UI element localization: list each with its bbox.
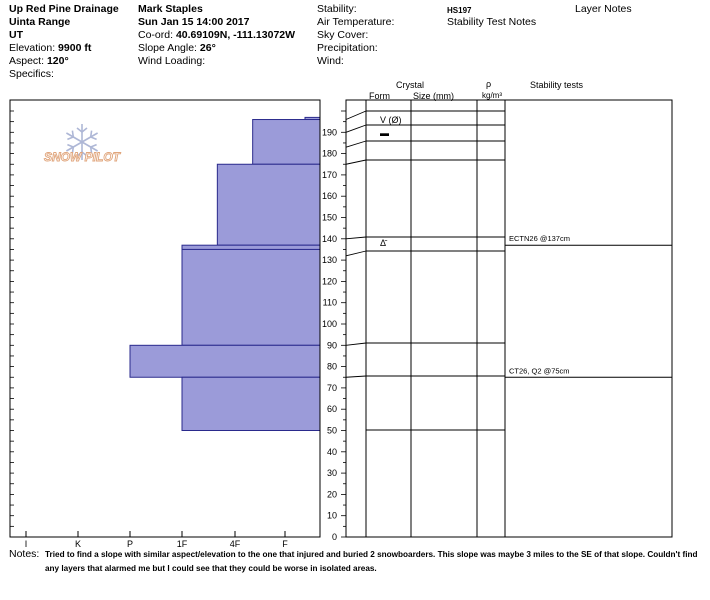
- depth-label-80: 80: [326, 361, 337, 372]
- x-tick-label-4: 4F: [229, 539, 241, 549]
- hardness-bar-4: [182, 249, 320, 345]
- coord-label: Co-ord:: [138, 29, 174, 41]
- layer-connector-0: [346, 111, 366, 120]
- form-header: Form: [369, 91, 390, 101]
- depth-label-110: 110: [322, 297, 337, 308]
- depth-label-40: 40: [326, 446, 337, 457]
- observer-name: Mark Staples: [138, 3, 203, 15]
- chart-axes: [10, 100, 672, 549]
- notes-text: Tried to find a slope with similar aspect/elevation to the one that injured and buried 2 snowboarders. This slope was maybe 3 miles to the SE of that slope. Couldn't find any layers that alarmed me but I could see that they could be worse in isolated areas.: [45, 550, 698, 573]
- x-tick-label-3: 1F: [176, 539, 188, 549]
- depth-label-150: 150: [321, 212, 337, 223]
- rho-header: ρ: [486, 79, 492, 89]
- layer-connector-4: [346, 237, 366, 239]
- depth-label-120: 120: [321, 276, 337, 287]
- stability-label: Stability:: [317, 3, 357, 15]
- elevation-label: Elevation:: [9, 42, 56, 54]
- state-name: UT: [9, 29, 23, 41]
- x-tick-label-2: P: [126, 539, 134, 549]
- pit-datetime: Sun Jan 15 14:00 2017: [138, 16, 250, 28]
- stability-tests-header: Stability tests: [530, 80, 584, 90]
- size-header: Size (mm): [413, 91, 454, 101]
- slope-label: Slope Angle:: [138, 42, 197, 54]
- hardness-bar-6: [182, 377, 320, 430]
- x-tick-label-5: F: [282, 539, 288, 549]
- grain-form-1: ▬: [380, 128, 389, 138]
- notes-label: Notes:: [9, 548, 40, 560]
- columns-frame: [346, 100, 672, 537]
- depth-label-160: 160: [321, 191, 337, 202]
- aspect-value: 120°: [46, 55, 69, 67]
- depth-label-70: 70: [326, 382, 337, 393]
- wind-loading-label: Wind Loading:: [138, 55, 206, 67]
- depth-label-60: 60: [326, 404, 337, 415]
- wind-label: Wind:: [317, 55, 344, 67]
- precip-label: Precipitation:: [317, 42, 378, 54]
- depth-label-130: 130: [321, 255, 337, 266]
- depth-label-0: 0: [331, 532, 337, 542]
- depth-label-90: 90: [326, 340, 337, 351]
- stability-label-0: ECTN26 @137cm: [509, 234, 570, 244]
- sky-cover-label: Sky Cover:: [317, 29, 369, 41]
- density-unit-header: kg/m³: [482, 91, 502, 100]
- crystal-header: Crystal: [396, 80, 425, 90]
- depth-label-180: 180: [321, 148, 337, 159]
- layer-connector-2: [346, 141, 366, 147]
- air-temp-label: Air Temperature:: [317, 16, 395, 28]
- layer-connector-1: [346, 125, 366, 132]
- location-name: Up Red Pine Drainage: [9, 3, 119, 15]
- x-tick-label-1: K: [74, 539, 82, 549]
- stability-notes-label: Stability Test Notes: [447, 16, 537, 28]
- layer-connector-3: [346, 160, 366, 164]
- depth-label-10: 10: [326, 510, 337, 521]
- layer-notes-label: Layer Notes: [575, 3, 632, 15]
- x-tick-label-0: I: [24, 539, 28, 549]
- coord-value: 40.69109N, -111.13072W: [175, 29, 296, 41]
- depth-label-50: 50: [326, 425, 337, 436]
- elevation-value: 9900 ft: [58, 42, 92, 54]
- aspect-label: Aspect:: [9, 55, 45, 67]
- stability-label-1: CT26, Q2 @75cm: [509, 366, 570, 376]
- depth-label-170: 170: [321, 169, 337, 180]
- depth-label-140: 140: [321, 233, 337, 244]
- snowpilot-logo-text: SNOW PILOT: [44, 150, 120, 164]
- slope-value: 26°: [199, 42, 216, 54]
- grain-form-0: V (Ø): [380, 115, 402, 125]
- specifics-label: Specifics:: [9, 68, 54, 80]
- range-name: Uinta Range: [9, 16, 71, 28]
- hardness-bar-2: [217, 164, 320, 245]
- layer-connector-6: [346, 343, 366, 345]
- depth-label-30: 30: [326, 468, 337, 479]
- depth-label-190: 190: [321, 127, 337, 138]
- layer-connector-5: [346, 251, 366, 256]
- depth-label-20: 20: [326, 489, 337, 500]
- grain-form-2: Δ̄: [380, 238, 387, 248]
- hardness-bar-1: [253, 120, 320, 165]
- hardness-bar-5: [130, 345, 320, 377]
- layer-lines: [346, 111, 672, 430]
- depth-label-100: 100: [321, 319, 337, 329]
- layer-connector-7: [346, 376, 366, 377]
- hardness-bars: [130, 117, 320, 430]
- pit-id: HS197: [447, 6, 472, 15]
- hardness-bar-3: [182, 245, 320, 249]
